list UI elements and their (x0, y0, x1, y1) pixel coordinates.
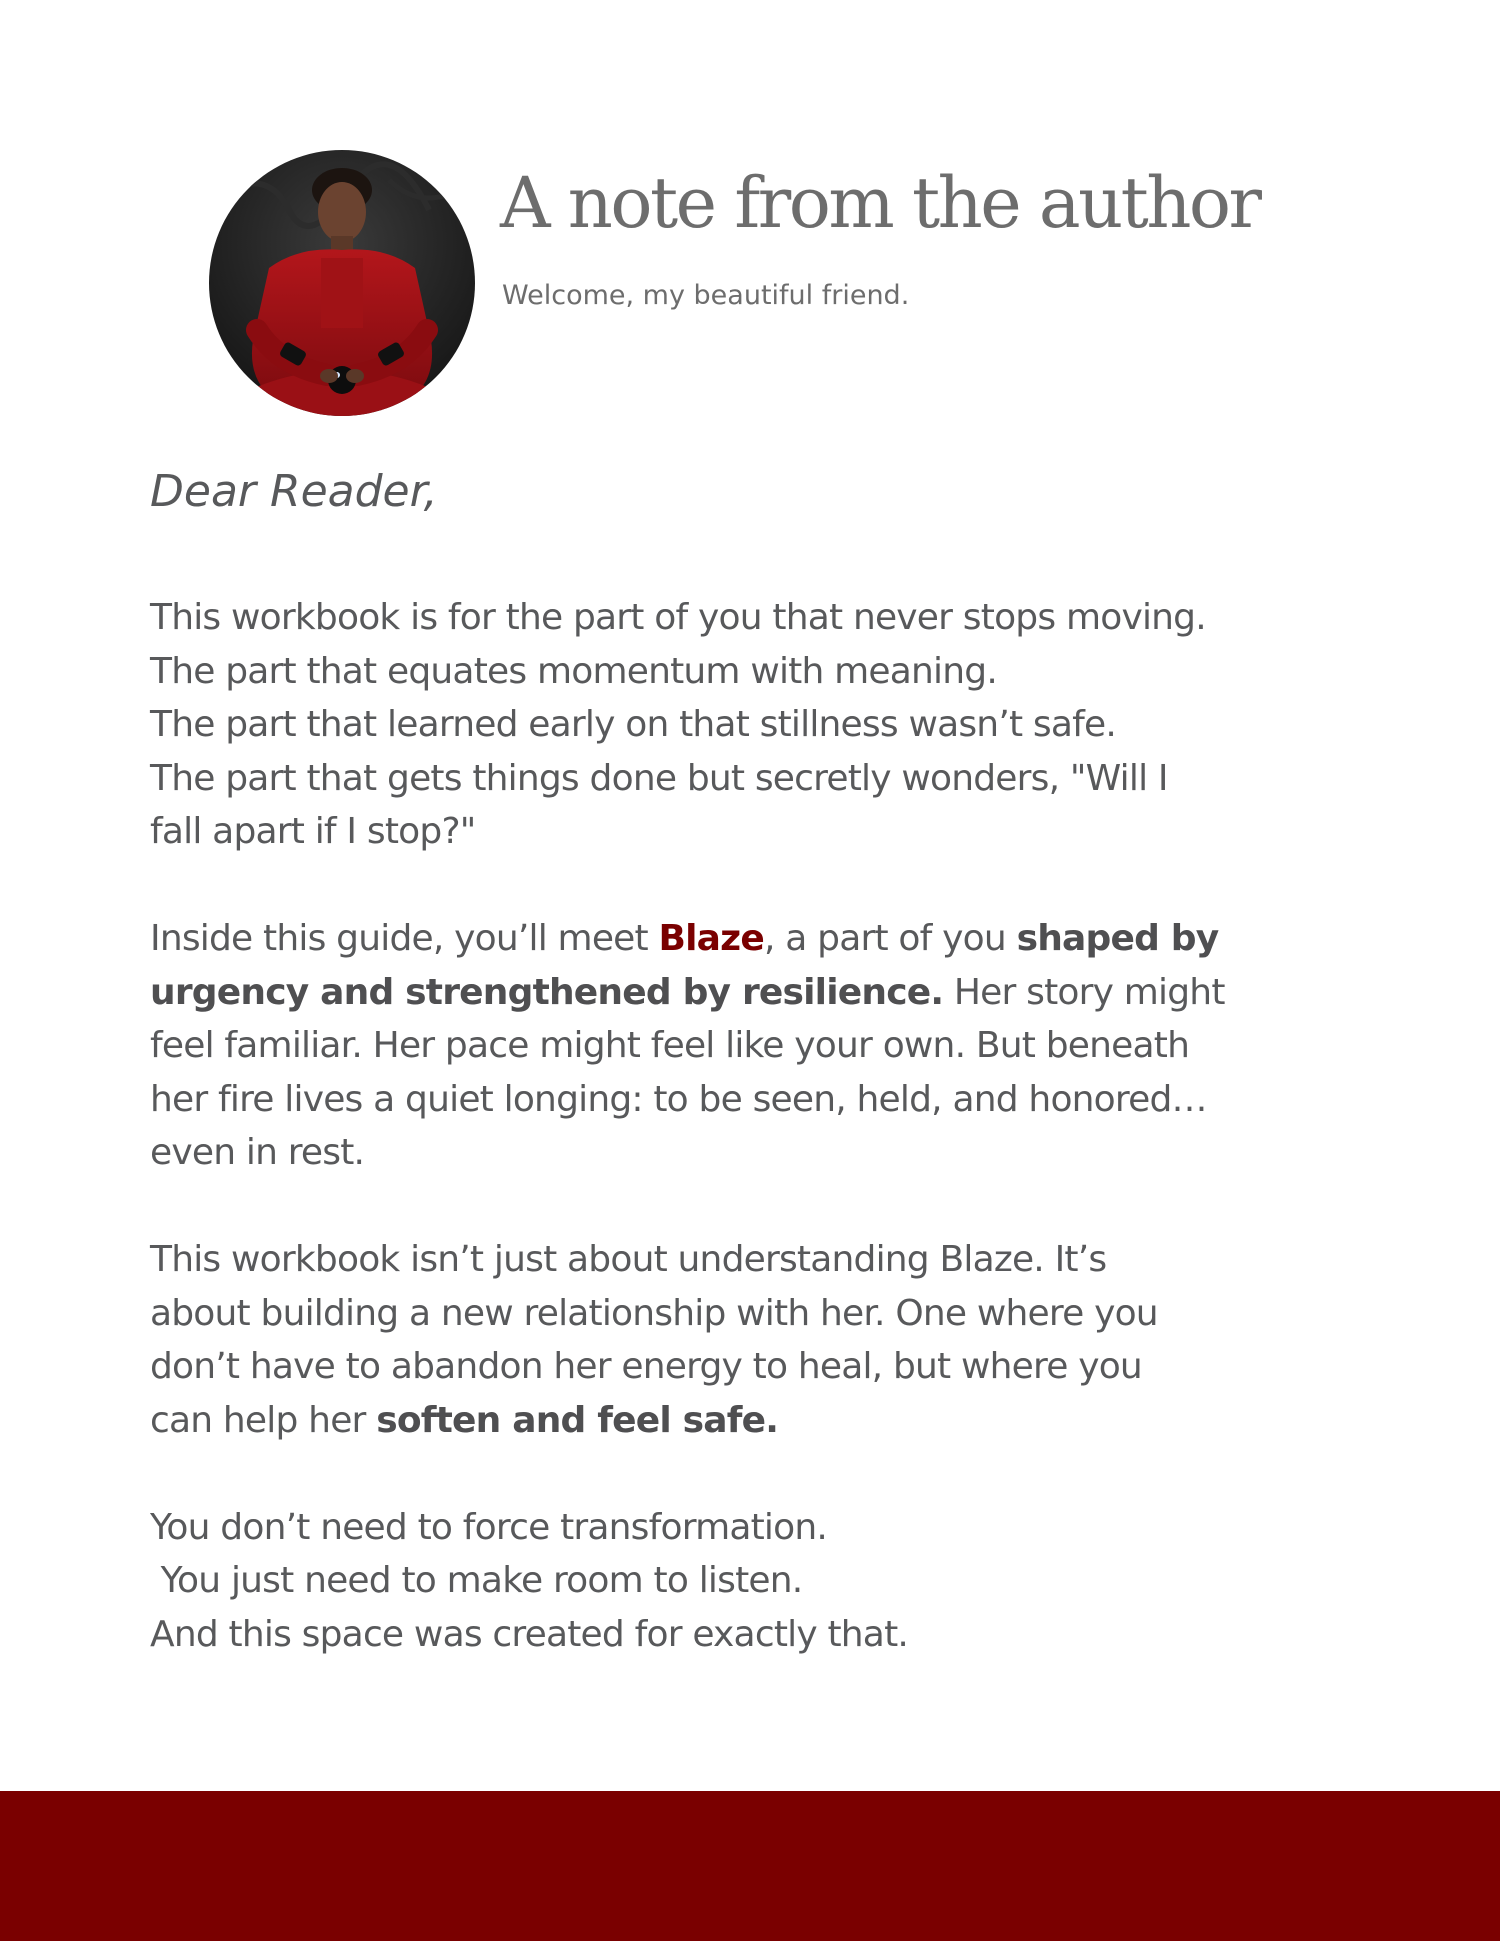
paragraph-3 (150, 1233, 1380, 1447)
page-subtitle: Welcome, my beautiful friend. (502, 280, 910, 311)
footer-band (0, 1791, 1500, 1941)
paragraph-gap (150, 1447, 1380, 1501)
paragraph-gap (150, 1180, 1380, 1234)
text-line: even in rest. (150, 1132, 365, 1173)
author-portrait (209, 150, 475, 416)
text-run: , a part of you (763, 918, 1017, 959)
text-line: The part that learned early on that stillness wasn’t safe. (150, 704, 1117, 745)
text-line: And this space was created for exactly that. (150, 1613, 909, 1655)
bold-text: urgency and strengthened by resilience. (150, 971, 944, 1013)
text-line (150, 912, 1380, 966)
text-line: fall apart if I stop?" (150, 811, 476, 852)
text-line: don’t have to abandon her energy to heal, but where you (150, 1346, 1142, 1387)
text-run: can help her (150, 1399, 377, 1441)
page-title: A note from the author (500, 162, 1260, 244)
salutation: Dear Reader, (150, 466, 438, 517)
paragraph-2 (150, 912, 1380, 1180)
text-line: This workbook isn’t just about understanding Blaze. It’s (150, 1239, 1107, 1280)
paragraph-gap (150, 859, 1380, 913)
paragraph-4 (150, 1501, 1380, 1662)
text-line: feel familiar. Her pace might feel like your own. But beneath (150, 1025, 1190, 1066)
paragraph-1 (150, 591, 1380, 859)
bold-text: shaped by (1016, 918, 1219, 959)
letter-body (150, 591, 1380, 1661)
text-line (150, 966, 1380, 1020)
text-run: Inside this guide, you’ll meet (150, 918, 659, 959)
text-line: The part that equates momentum with meaning. (150, 650, 997, 692)
character-name-blaze: Blaze (658, 918, 764, 959)
text-run: Her story might (943, 971, 1225, 1013)
text-line: The part that gets things done but secretly wonders, "Will I (150, 757, 1168, 799)
text-line: You just need to make room to listen. (150, 1560, 803, 1601)
bold-text: soften and feel safe. (376, 1399, 779, 1441)
text-line: about building a new relationship with her. One where you (150, 1292, 1158, 1334)
text-line: her fire lives a quiet longing: to be seen, held, and honored… (150, 1078, 1207, 1120)
text-line (150, 1394, 1380, 1448)
text-line: You don’t need to force transformation. (150, 1506, 828, 1548)
text-line: This workbook is for the part of you that never stops moving. (150, 597, 1206, 638)
